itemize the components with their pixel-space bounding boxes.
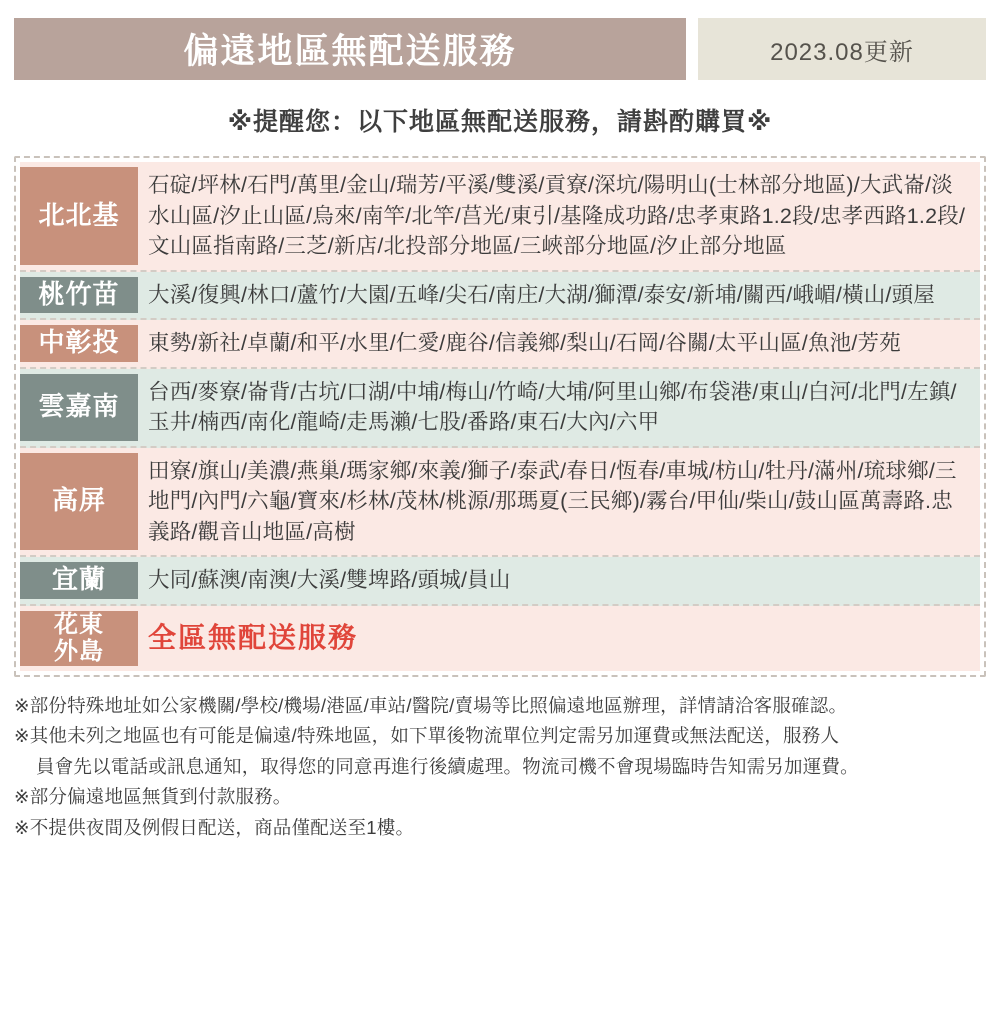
region-label: 北北基 — [20, 167, 138, 265]
page-root — [0, 18, 1000, 1018]
region-label — [20, 611, 138, 666]
region-label-line1: 花東 — [54, 610, 104, 638]
page-title: 偏遠地區無配送服務 — [14, 18, 686, 80]
footnote-line: ※不提供夜間及例假日配送，商品僅配送至1樓。 — [14, 816, 415, 838]
region-areas: 東勢/新社/卓蘭/和平/水里/仁愛/鹿谷/信義鄉/梨山/石岡/谷關/太平山區/魚池/芳苑 — [148, 331, 901, 356]
region-label: 宜蘭 — [20, 562, 138, 599]
notice-text: ※提醒您：以下地區無配送服務，請斟酌購買※ — [227, 108, 773, 136]
table-row — [20, 448, 980, 558]
region-label: 桃竹苗 — [20, 277, 138, 314]
region-areas: 台西/麥寮/崙背/古坑/口湖/中埔/梅山/竹崎/大埔/阿里山鄉/布袋港/東山/白河/北門/左鎮/玉井/楠西/南化/龍崎/走馬瀨/七股/番路/東石/大內/六甲 — [148, 379, 957, 435]
region-label-line2: 外島 — [54, 638, 104, 666]
footnotes — [14, 691, 986, 844]
header-spacer — [686, 18, 698, 80]
footnote-line: ※其他未列之地區也有可能是偏遠/特殊地區，如下單後物流單位判定需另加運費或無法配送，服務人 — [14, 725, 840, 747]
region-label: 雲嘉南 — [20, 374, 138, 441]
region-areas: 全區無配送服務 — [148, 622, 359, 654]
footnote-line: ※部分偏遠地區無貨到付款服務。 — [14, 786, 292, 808]
region-label: 中彰投 — [20, 325, 138, 362]
footnote-line: 員會先以電話或訊息通知，取得您的同意再進行後續處理。物流司機不會現場臨時告知需另加運費。 — [36, 755, 859, 777]
table-row — [20, 557, 980, 606]
table-row — [20, 162, 980, 272]
header — [14, 18, 986, 80]
update-date-badge: 2023.08更新 — [698, 18, 986, 80]
footnote-line: ※部份特殊地址如公家機關/學校/機場/港區/車站/醫院/賣場等比照偏遠地區辦理，詳情請洽客服確認。 — [14, 694, 848, 716]
table-row — [20, 320, 980, 369]
region-areas: 大同/蘇澳/南澳/大溪/雙埤路/頭城/員山 — [148, 568, 511, 593]
region-label: 高屏 — [20, 453, 138, 551]
table-row — [20, 369, 980, 448]
region-areas: 石碇/坪林/石門/萬里/金山/瑞芳/平溪/雙溪/貢寮/深坑/陽明山(士林部分地區)/大武崙/淡水山區/汐止山區/烏來/南竿/北竿/莒光/東引/基隆成功路/忠孝東路1.2段/忠孝西路1.2段/文山區指南路/三芝/新店/北投部分地區/三峽部分地區/汐止部分地區 — [148, 173, 966, 259]
region-areas: 田寮/旗山/美濃/燕巢/瑪家鄉/來義/獅子/泰武/春日/恆春/車城/枋山/牡丹/滿州/琉球鄉/三地門/內門/六龜/寶來/杉林/茂林/桃源/那瑪夏(三民鄉)/霧台/甲仙/柴山/鼓山區萬壽路.忠義路/觀音山地區/高樹 — [148, 458, 957, 544]
table-row — [20, 606, 980, 671]
no-delivery-area-table — [14, 156, 986, 677]
region-areas: 大溪/復興/林口/蘆竹/大園/五峰/尖石/南庄/大湖/獅潭/泰安/新埔/關西/峨嵋/橫山/頭屋 — [148, 282, 936, 307]
table-row — [20, 272, 980, 321]
